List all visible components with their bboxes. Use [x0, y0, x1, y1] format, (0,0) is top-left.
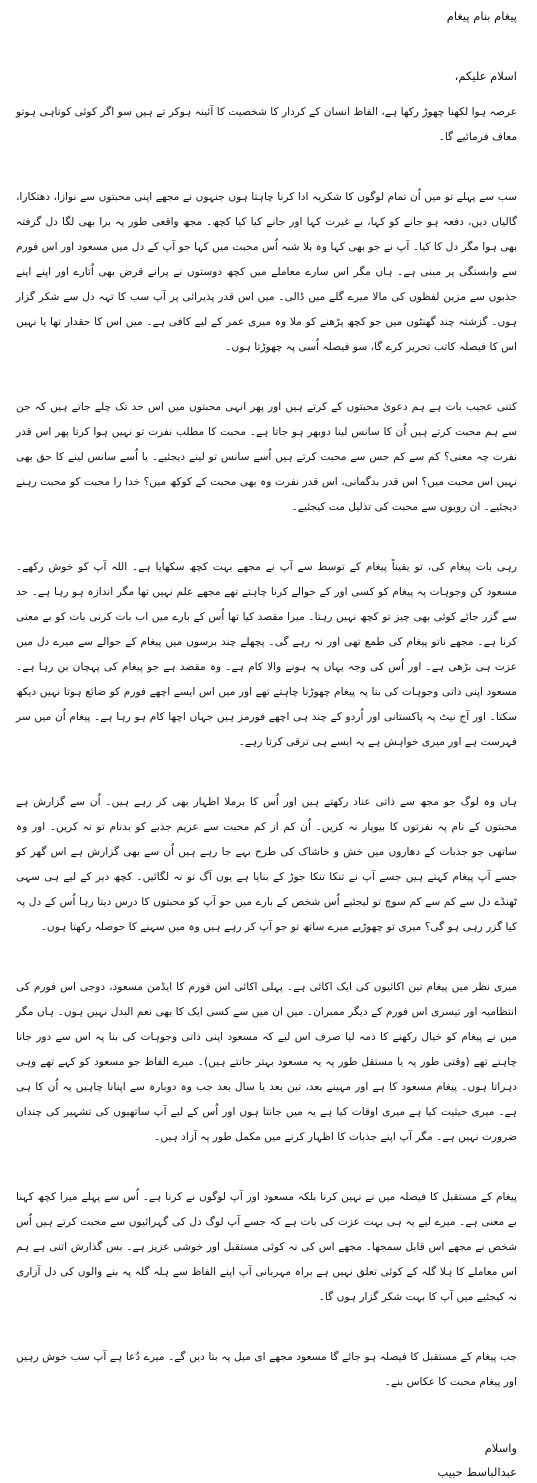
salutation: اسلام علیکم، [454, 69, 517, 83]
letter-title: پیغام بنام پیغام [446, 9, 517, 23]
paragraph-future: پیغام کے مستقبل کا فیصلہ میں نے نہیں کرنا بلکہ مسعود اور آپ لوگوں نے کرنا ہے۔ اُس سے پہلے میرا کچھ کہنا بے معنی ہے۔ میرے لیے یہ ہی بہت عزت کی بات ہے کہ جسے آپ لوگ دل کی گہرائیوں سے محبت کرتے ہیں اُس شخص نے مجھے اس قابل سمجھا۔ مجھے اس کی نہ کوئی مستقبل اور خوشی عزیز ہے۔ بس گذارش اتنی ہے ہم اس معاملے کا ہلا گلہ کے کوئی تعلق نہیں ہے براہ مہربانی آپ اپنے الفاظ سے ہلہ گلہ پہ بنے والوں کی دل آزاری نہ کیجئیے میں آپ کا بہت شکر گزار ہوں گا۔ [16, 1191, 517, 1303]
paragraph-final: جب پیغام کے مستقبل کا فیصلہ ہو جائے گا مسعود مجھے ای میل پہ بتا دیں گے۔ میرے دُعا ہے آپ سب خوش رہیں اور پیغام محبت کا عکاس بنے۔ [16, 1351, 517, 1388]
signature: عبدالباسط حبیب [437, 1465, 517, 1479]
paragraph-request: ہاں وہ لوگ جو مجھ سے ذاتی عناد رکھتے ہیں اور اُس کا برملا اظہار بھی کر رہے ہیں۔ اُن سے گزارش ہے محبتوں کے نام پہ نفرتوں کا بیوپار نہ کریں۔ اُن کم از کم محبت سے عزیم جذبے کو بدنام تو نہ کریں۔ اور وہ ساتھی جو جذبات کے دھاروں میں خش و خاشاک کی طرح بہے جا رہے ہیں اُن سے بھی گزارش ہے اس گھر کو جسے آپ پیغام کہتے ہیں جسے آپ نے تنکا تنکا جوڑ کے بنایا ہے یوں آگ تو نہ لگائیں۔ کچھ دیر کے لیے ہی سہی ٹھنڈے دل سے کم سے کم سوچ تو لیجئیے اُس شخص کے بارے میں جو آپ کو محبتوں کا درس دیتا رہا اُس کے دل پہ کیا گزر رہی ہو گی؟ میری تو چھوڑیے میرے ساتھ تو جو آپ کر رہے ہیں وہ میں سہنے کا حوصلہ رکھتا ہوں۔ [16, 796, 517, 933]
paragraph-about-paigham: رہی بات پیغام کی، تو یقیناً پیغام کے توسط سے آپ نے مجھے بہت کچھ سکھایا ہے۔ اللہ آپ کو خوش رکھے۔ مسعود کن وجوہات پہ پیغام کو کسی اور کے حوالے کرنا چاہتے تھے مجھے علم نہیں تھا مگر اندازہ ہو رہا ہے۔ حد سے گزر جائے کوئی بھی چیز تو کچھ نہیں رہتا۔ میرا مقصد کیا تھا اُس کے بارے میں اب بات کرنی بات کو بے معنی کرنا ہے۔ مجھے ناتو پیغام کی طمع تھی اور نہ رہے گی۔ پچھلے چند برسوں میں پیغام کے حوالے سے میرے دل میں عزت ہی بڑھی ہے۔ اور اُس کی وجہ یہاں پہ ہونے والا کام ہے۔ وہ مقصد ہے جو پیغام کی پہچان بن رہا ہے۔ مسعود اپنی ذاتی وجوہات کی بنا پہ پیغام چھوڑنا چاہتے تھے اور میں اس ایسے اچھے فورم کو ضائع ہوتا نہیں دیکھ سکتا۔ اور آج نیٹ پہ پاکستانی اور اُردو کے چند ہی اچھے فورمز ہیں جہاں اچھا کام ہو رہا ہے۔ پیغام اُن میں سر فہرست ہے اور میری خواہش ہے یہ ایسے ہی ترقی کرتا رہے۔ [16, 561, 517, 748]
paragraph-apology: عرصہ ہوا لکھنا چھوڑ رکھا ہے، الفاظ انسان کے کردار کا شخصیت کا آئینہ ہوکر تے ہیں سو اگر کوئی کوتاہی ہوتو معاف فرمائیے گا۔ [16, 106, 517, 143]
paragraph-love-and-hate: کتنی عجیب بات ہے ہم دعویٰ محبتوں کے کرتے ہیں اور پھر انہی محبتوں میں اس حد تک چلے جاتے ہیں کہ جن سے ہم محبت کرتے ہیں اُن کا سانس لینا دوبھر ہو جاتا ہے۔ محبت کا مطلب نفرت تو نہیں ہوا کرتا پھر اس قدر نفرت چہ معنی؟ کم سے کم جس سے محبت کرتے ہیں اُسے سانس تو لینے دیجئیے۔ یا اُسے سانس لینے کا حق بھی نہیں اس محبت میں؟ اس قدر بدگمانی، اس قدر نفرت وہ بھی محبت کے کوکھ میں؟ خدا را محبت کو محبت رہنے دیجئیے۔ ان رویوں سے محبت کی تذلیل مت کیجئیے۔ [16, 401, 517, 513]
paragraph-thanks: سب سے پہلے تو میں اُن تمام لوگوں کا شکریہ ادا کرنا چاہتا ہوں جنہوں نے مجھے اپنی محبتوں سے نوازا، دھتکارا، گالیاں دیں، دفعہ ہو جانے کو کہا، بے غیرت کہا اور جانے کیا کیا کچھ۔ مجھ واقعی طور پہ برا بھی لگا دل گرفتہ بھی ہوا مگر دل کا کیا۔ آپ نے جو بھی کہا وہ بلا شبہ اُس محبت میں کہا جو آپ کے دل میں مسعود اور اس فورم سے وابستگی پر مبنی ہے۔ ہاں مگر اس سارے معاملے میں کچھ دوستوں نے پرانے قرض بھی اُتارے اور اپنے اپنے جذبوں سے مزین لفظوں کی مالا میرے گلے میں ڈالی۔ میں اس قدر پذیرائی پر آپ سب کا تہہ دل سے شکر گزار ہوں۔ گزشتہ چند گھنٹوں میں جو کچھ پڑھنے کو ملا وہ میری عمر کے لیے کافی ہے۔ میں اس کا حقدار تھا یا نہیں اس کا فیصلہ کاتب تحریر کرے گا، سو فیصلہ اُسی پہ چھوڑتا ہوں۔ [16, 191, 517, 353]
closing: واسلام [484, 1441, 517, 1455]
paragraph-three-units: میری نظر میں پیغام تین اکائیوں کی ایک اکائی ہے۔ پہلی اکائی اس فورم کا ایڈمن مسعود، دوجی اس فورم کی انتظامیہ اور تیسری اس فورم کے دیگر ممبران۔ میں ان میں سے کسی ایک کا بھی نعم البدل نہیں ہوں۔ ہاں مگر میں نے پیغام کو خیال رکھنے کا ذمہ لیا صرف اس لیے کہ مسعود اپنی ذاتی وجوہات کی بنا پہ اس سے دور جانا چاہتے تھے (وقتی طور پہ یا مستقل طور پہ یہ مسعود بہتر جانتے ہیں)۔ میرے الفاظ جو مسعود کو کہے تھے وہی دہراتا ہوں۔ پیغام مسعود کا ہے اور مہینے بعد، تین بعد یا سال بعد جب وہ دوبارہ سے اپنانا چاہیں یہ اُن کا ہی ہے۔ میری حیثیت کیا ہے میری اوقات کیا ہے یہ میں جانتا ہوں اور اُس کے لیے آپ ساتھیوں کی تشہیر کی چنداں ضرورت نہیں ہے۔ مگر آپ اپنے جذبات کا اظہار کرنے میں مکمل طور پہ آزاد ہیں۔ [16, 981, 517, 1143]
